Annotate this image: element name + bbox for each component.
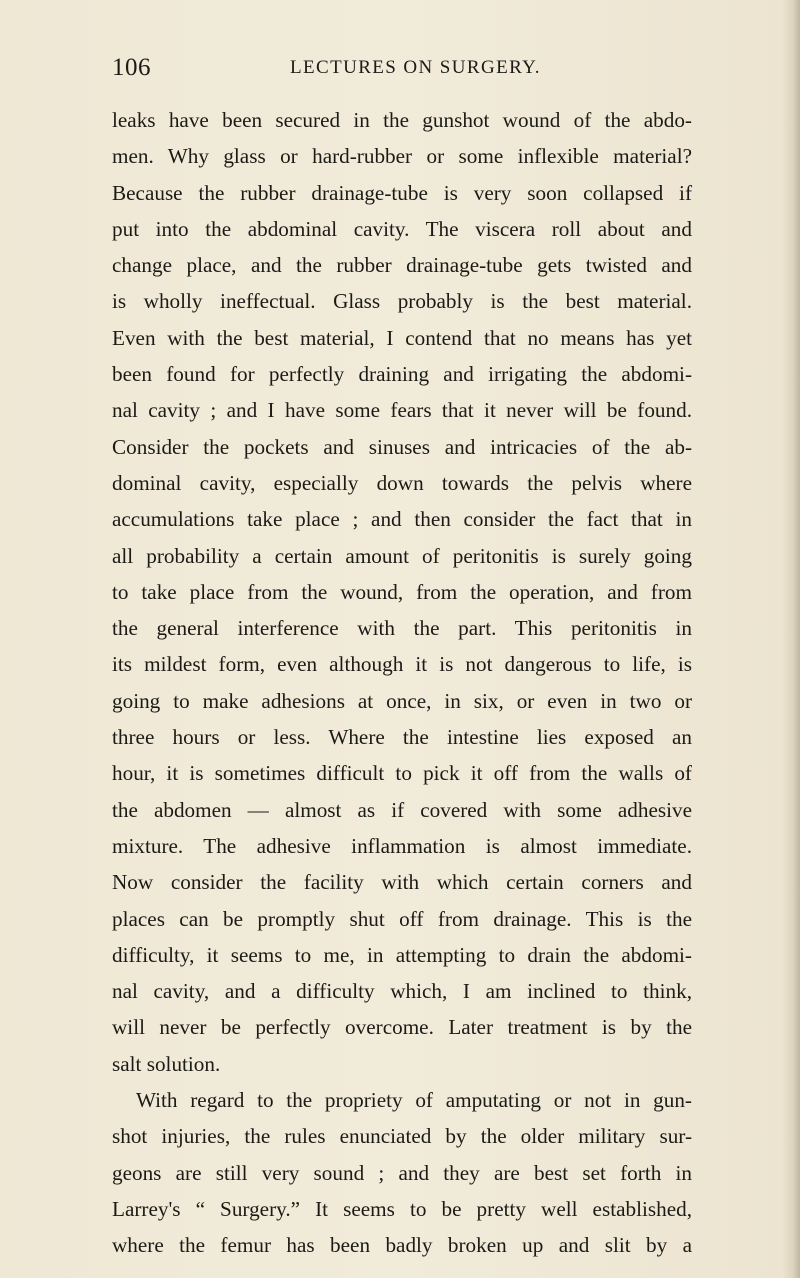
text-line: Because the rubber drainage-tube is very soon collapsed if [112,180,692,205]
text-line: accumulations take place ; and then consider the fact that in [112,507,692,532]
text-line: nal cavity, and a difficulty which, I am inclined to think, [112,979,692,1004]
page-number: 106 [112,54,151,81]
paragraph-start-line: With regard to the propriety of amputating or not in gun- [136,1088,692,1113]
text-line: the general interference with the part. This peritonitis in [112,616,692,641]
text-line: mixture. The adhesive inflammation is almost immediate. [112,833,692,858]
text-line: three hours or less. Where the intestine lies exposed an [112,725,692,750]
text-line: been found for perfectly draining and irrigating the abdomi- [112,362,692,387]
text-line: to take place from the wound, from the operation, and from [112,579,692,604]
paragraph-end-line: salt solution. [112,1051,221,1076]
running-head: LECTURES ON SURGERY. [290,57,541,78]
text-line: Larrey's “ Surgery.” It seems to be pretty well established, [112,1196,692,1221]
text-line: is wholly ineffectual. Glass probably is the best material. [112,289,692,314]
text-line: geons are still very sound ; and they are best set forth in [112,1160,692,1185]
text-line: where the femur has been badly broken up and slit by a [112,1233,692,1258]
text-line: its mildest form, even although it is not dangerous to life, is [112,652,692,677]
text-line: leaks have been secured in the gunshot wound of the abdo- [112,108,692,132]
text-line: the abdomen — almost as if covered with some adhesive [112,797,692,822]
text-line: going to make adhesions at once, in six, or even in two or [112,688,692,713]
text-line: difficulty, it seems to me, in attempting to drain the abdomi- [112,942,692,967]
text-line: places can be promptly shut off from drainage. This is the [112,906,692,931]
text-line: men. Why glass or hard-rubber or some inflexible material? [112,144,692,169]
text-line: hour, it is sometimes difficult to pick it off from the walls of [112,761,692,786]
text-line: shot injuries, the rules enunciated by the older military sur- [112,1124,692,1149]
text-line: Now consider the facility with which certain corners and [112,870,692,895]
text-line: will never be perfectly overcome. Later treatment is by the [112,1015,692,1040]
text-line: Consider the pockets and sinuses and intricacies of the ab- [112,434,692,459]
text-line: nal cavity ; and I have some fears that it never will be found. [112,398,692,423]
text-line: change place, and the rubber drainage-tube gets twisted and [112,253,692,278]
body-text [112,102,692,1264]
page-edge-shadow [782,0,800,1278]
text-line: Even with the best material, I contend that no means has yet [112,325,692,350]
text-line: all probability a certain amount of peritonitis is surely going [112,543,692,568]
text-line: dominal cavity, especially down towards the pelvis where [112,470,692,495]
page-header [112,54,692,84]
text-line: put into the abdominal cavity. The viscera roll about and [112,216,692,241]
